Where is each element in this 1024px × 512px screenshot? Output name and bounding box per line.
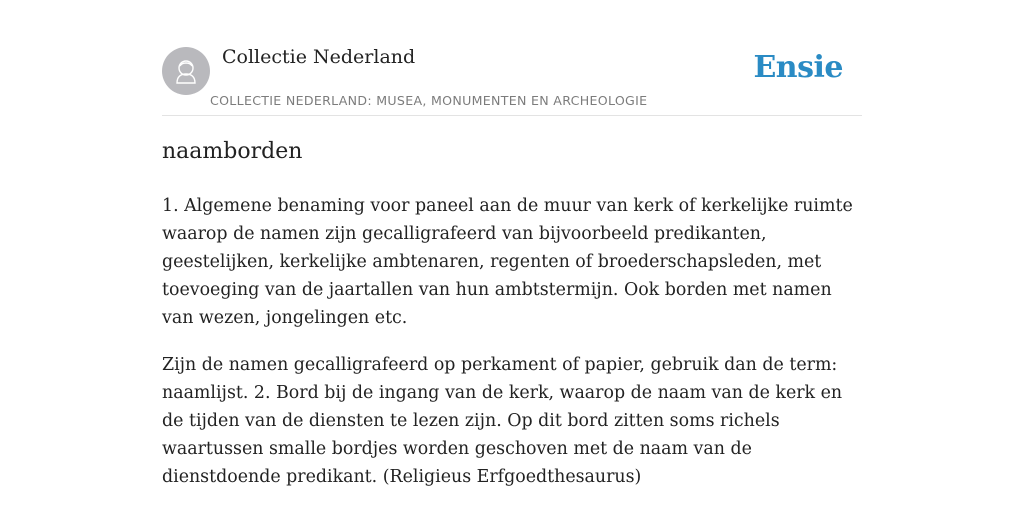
article-header <box>162 40 862 116</box>
article-paragraph: Zijn de namen gecalligrafeerd op perkament of papier, gebruik dan de term: naamlijst. 2. Bord bij de ingang van de kerk, waarop de naam van de kerk en de tijden van de diensten te lezen zijn. Op dit bord zitten soms richels waartussen smalle bordjes worden geschoven met de naam van de dienstdoende predikant. (Religieus Erfgoedthesaurus) <box>162 355 843 487</box>
article-body <box>162 192 867 510</box>
page-title: naamborden <box>162 139 303 164</box>
source-label[interactable]: COLLECTIE NEDERLAND: MUSEA, MONUMENTEN EN ARCHEOLOGIE <box>210 93 648 108</box>
ensie-logo[interactable]: Ensie <box>753 50 843 85</box>
user-avatar-icon[interactable] <box>162 47 210 95</box>
author-name[interactable]: Collectie Nederland <box>222 46 416 68</box>
article-paragraph: 1. Algemene benaming voor paneel aan de muur van kerk of kerkelijke ruimte waarop de namen zijn gecalligrafeerd van bijvoorbeeld predikanten, geestelijken, kerkelijke ambtenaren, regenten of broederschapsleden, met toevoeging van de jaartallen van hun ambtstermijn. Ook borden met namen van wezen, jongelingen etc. <box>162 196 853 328</box>
